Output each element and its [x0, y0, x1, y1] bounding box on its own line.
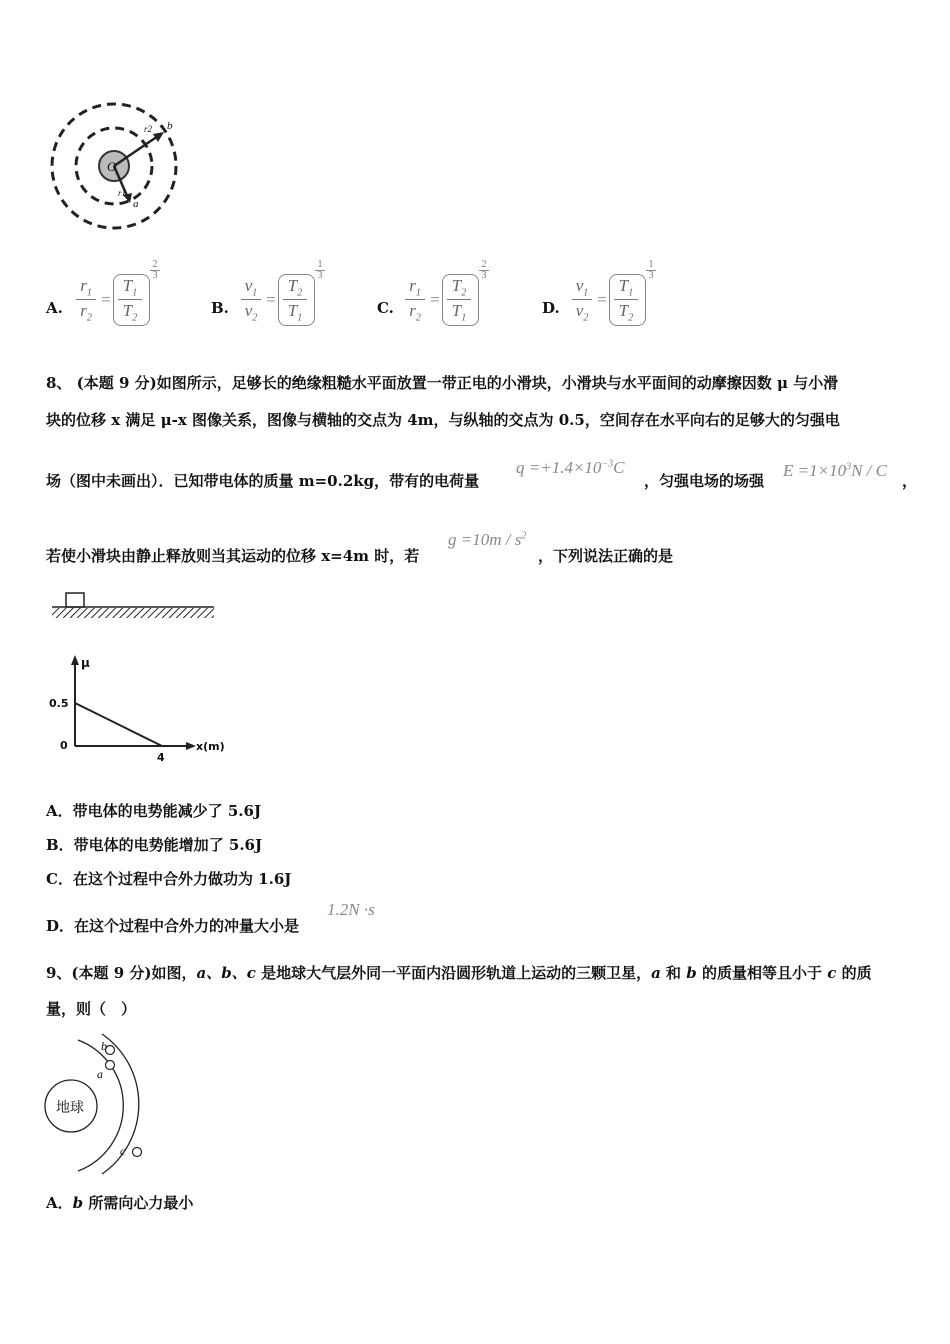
center-label: O — [107, 159, 117, 174]
option-c[interactable]: C. $r_1$ $r_2$ = $T_2$ $T_1$ 2 3 — [377, 258, 517, 333]
slider-block — [66, 593, 84, 607]
option-letter: B. — [211, 299, 229, 317]
q8-line-1: 8、 (本题 9 分)如图所示，足够长的绝缘粗糙水平面放置一带正电的小滑块，小滑块与水平面间的动摩擦因数 μ 与小滑 — [46, 374, 839, 392]
label-a: a — [97, 1067, 103, 1081]
orbit-figure — [48, 100, 183, 235]
q9-option-a[interactable]: A．b 所需向心力最小 — [46, 1194, 194, 1212]
mu-x-graph — [46, 650, 236, 765]
y-axis-label: μ — [81, 656, 90, 670]
satellite-c — [133, 1148, 142, 1157]
a-label: a — [133, 198, 139, 210]
q8-option-b[interactable]: B．带电体的电势能增加了 5.6J — [46, 836, 263, 854]
q9-line-2: 量，则（ ） — [46, 1000, 137, 1018]
block-on-surface-figure — [50, 588, 216, 624]
satellite-a — [106, 1061, 115, 1070]
option-b[interactable]: B. $v_1$ $v_2$ = $T_2$ $T_1$ 1 3 — [211, 258, 351, 333]
x-axis-label: x(m) — [196, 740, 225, 753]
q8-line-2: 块的位移 x 满足 μ-x 图像关系，图像与横轴的交点为 4m，与纵轴的交点为 0.5，空间存在水平向右的足够大的匀强电 — [46, 411, 840, 429]
q7-options — [0, 258, 950, 333]
option-letter: D. — [542, 299, 560, 317]
x-tick-label: 4 — [157, 751, 165, 764]
r2-label: r2 — [144, 124, 153, 134]
impulse-formula: 1.2N ·s — [327, 900, 375, 919]
q8-line-4: 若使小滑块由静止释放则当其运动的位移 x=4m 时，若 $g =10m / s^2$ ，下列说法正确的是 — [46, 530, 674, 565]
q8-line-3: 场（图中未画出）．已知带电体的质量 m=0.2kg，带有的电荷量 $q =+1.4\times 10^{-3}C$ ，匀强电场的场强 $E =1\times 10^3N / C$ ， — [46, 458, 918, 490]
origin-label: 0 — [60, 739, 68, 752]
option-letter: A. — [46, 299, 63, 317]
option-d[interactable]: D. $v_1$ $v_2$ = $T_1$ $T_2$ 1 3 — [542, 258, 682, 333]
hatched-ground — [52, 608, 214, 618]
gravity-formula: $g =10m / s^2$ — [448, 530, 527, 549]
label-b: b — [101, 1039, 107, 1053]
q8-option-d[interactable]: D．在这个过程中合外力的冲量大小是 1.2N ·s — [46, 900, 375, 935]
r1-label: r1 — [118, 188, 127, 198]
option-a[interactable]: A. $r_1$ $r_2$ = $T_1$ $T_2$ 2 3 — [46, 258, 186, 333]
earth-label: 地球 — [56, 1100, 84, 1116]
q8-option-a[interactable]: A．带电体的电势能减少了 5.6J — [46, 802, 262, 820]
q8-option-c[interactable]: C．在这个过程中合外力做功为 1.6J — [46, 870, 292, 888]
charge-formula: $q =+1.4\times 10^{-3}C$ — [516, 458, 625, 477]
option-letter: C. — [377, 299, 394, 317]
y-tick-label: 0.5 — [49, 697, 69, 710]
q9-line-1: 9、(本题 9 分)如图，a、b、c 是地球大气层外同一平面内沿圆形轨道上运动的三颗卫星，a 和 b 的质量相等且小于 c 的质 — [46, 964, 872, 982]
satellite-orbit-figure — [40, 1028, 170, 1178]
graph-line — [75, 703, 162, 746]
field-formula: $E =1\times 10^3N / C$ — [783, 461, 887, 480]
b-label: b — [167, 120, 173, 132]
label-c: c — [120, 1144, 126, 1158]
